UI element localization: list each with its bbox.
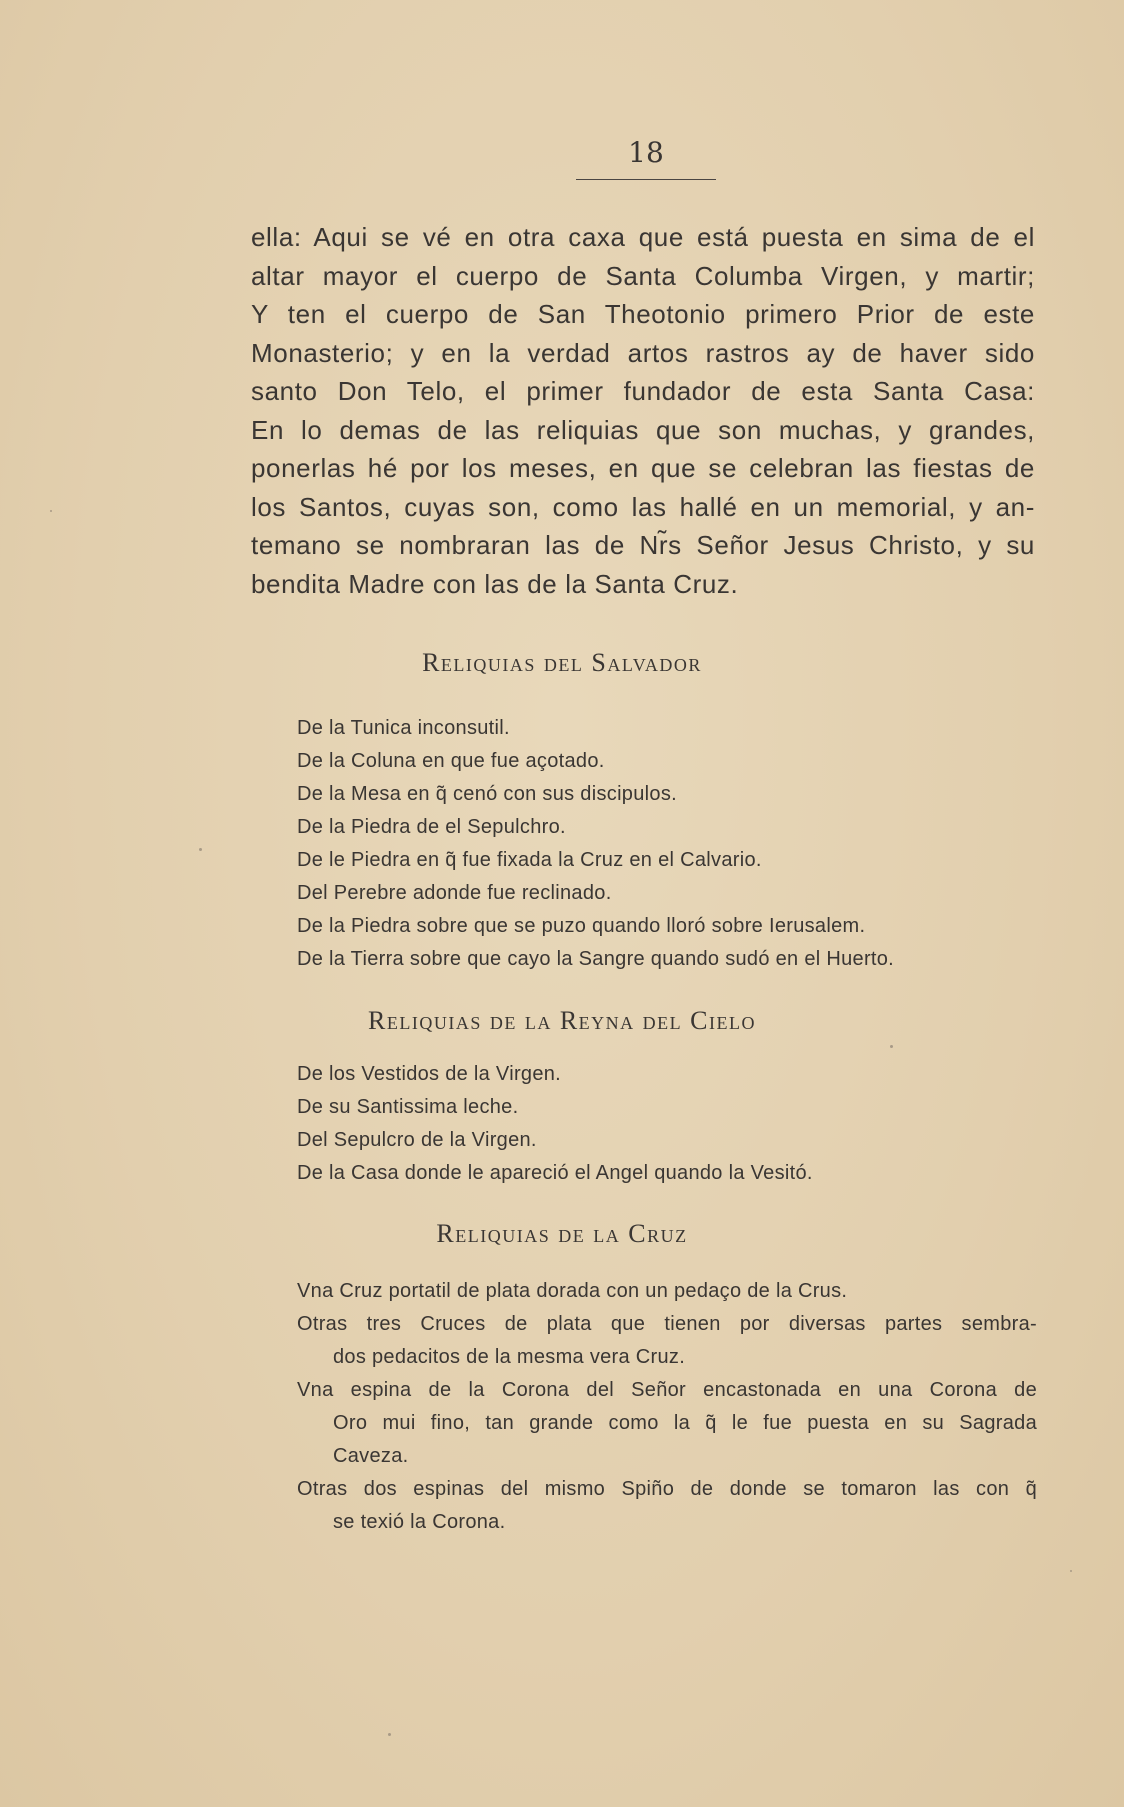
list-item: De la Mesa en q̃ cenó con sus discipulos. [297,783,677,805]
list-item: De la Tunica inconsutil. [297,717,510,739]
body-line: En lo demas de las reliquias que son muchas, y grandes, [251,414,1035,445]
list-item: De los Vestidos de la Virgen. [297,1063,562,1085]
list-item: De la Tierra sobre que cayo la Sangre quando sudó en el Huerto. [297,948,895,970]
paper-speck [199,848,202,851]
body-line: temano se nombraran las de Nr̃s Señor Jesus Christo, y su [251,530,1035,560]
body-line: santo Don Telo, el primer fundador de esta Santa Casa: [251,376,1035,406]
list-item: De la Piedra de el Sepulchro. [297,816,566,838]
list-item: Otras tres Cruces de plata que tienen por diversas partes sembra- [297,1313,1037,1335]
paper-speck [890,1045,893,1048]
list-item-continuation: Oro mui fino, tan grande como la q̃ le fue puesta en su Sagrada [333,1412,1037,1434]
body-line: ponerlas hé por los meses, en que se celebran las fiestas de [251,453,1035,483]
page-number: 18 [628,136,664,169]
paper-speck [1070,1570,1072,1572]
list-item-continuation: dos pedacitos de la mesma vera Cruz. [333,1346,686,1368]
relic-list-cruz [297,1275,1037,1539]
section-heading-reyna: Reliquias de la Reyna del Cielo [368,1006,756,1035]
list-item: De la Casa donde le apareció el Angel quando la Vesitó. [297,1162,813,1184]
list-item: Vna Cruz portatil de plata dorada con un pedaço de la Crus. [297,1280,848,1302]
list-item: Del Sepulcro de la Virgen. [297,1129,537,1151]
list-item: De su Santissima leche. [297,1096,519,1118]
body-line: Monasterio; y en la verdad artos rastros ay de haver sido [251,337,1035,368]
body-line: altar mayor el cuerpo de Santa Columba Virgen, y martir; [251,260,1035,291]
paper-speck [50,510,52,512]
body-line: Y ten el cuerpo de San Theotonio primero Prior de este [251,299,1035,329]
section-heading-cruz: Reliquias de la Cruz [436,1219,688,1248]
section-heading-salvador: Reliquias del Salvador [422,648,702,677]
list-item: Vna espina de la Corona del Señor encastonada en una Corona de [297,1379,1037,1401]
page-number-rule [576,179,716,180]
body-line: bendita Madre con las de la Santa Cruz. [251,568,739,599]
relic-list-salvador [297,712,1037,976]
body-line: ella: Aqui se vé en otra caxa que está puesta en sima de el [251,222,1035,252]
list-item: De la Piedra sobre que se puzo quando lloró sobre Ierusalem. [297,915,866,937]
body-line: los Santos, cuyas son, como las hallé en un memorial, y an- [251,491,1035,522]
relic-list-reyna [297,1058,1037,1190]
list-item: De la Coluna en que fue açotado. [297,750,605,772]
list-item: Del Perebre adonde fue reclinado. [297,882,612,904]
list-item-continuation: se texió la Corona. [333,1511,506,1533]
list-item: Otras dos espinas del mismo Spiño de donde se tomaron las con q̃ [297,1478,1037,1500]
paper-speck [388,1733,391,1736]
list-item-continuation: Caveza. [333,1445,409,1467]
body-paragraph [251,218,1035,603]
list-item: De le Piedra en q̃ fue fixada la Cruz en el Calvario. [297,849,762,871]
